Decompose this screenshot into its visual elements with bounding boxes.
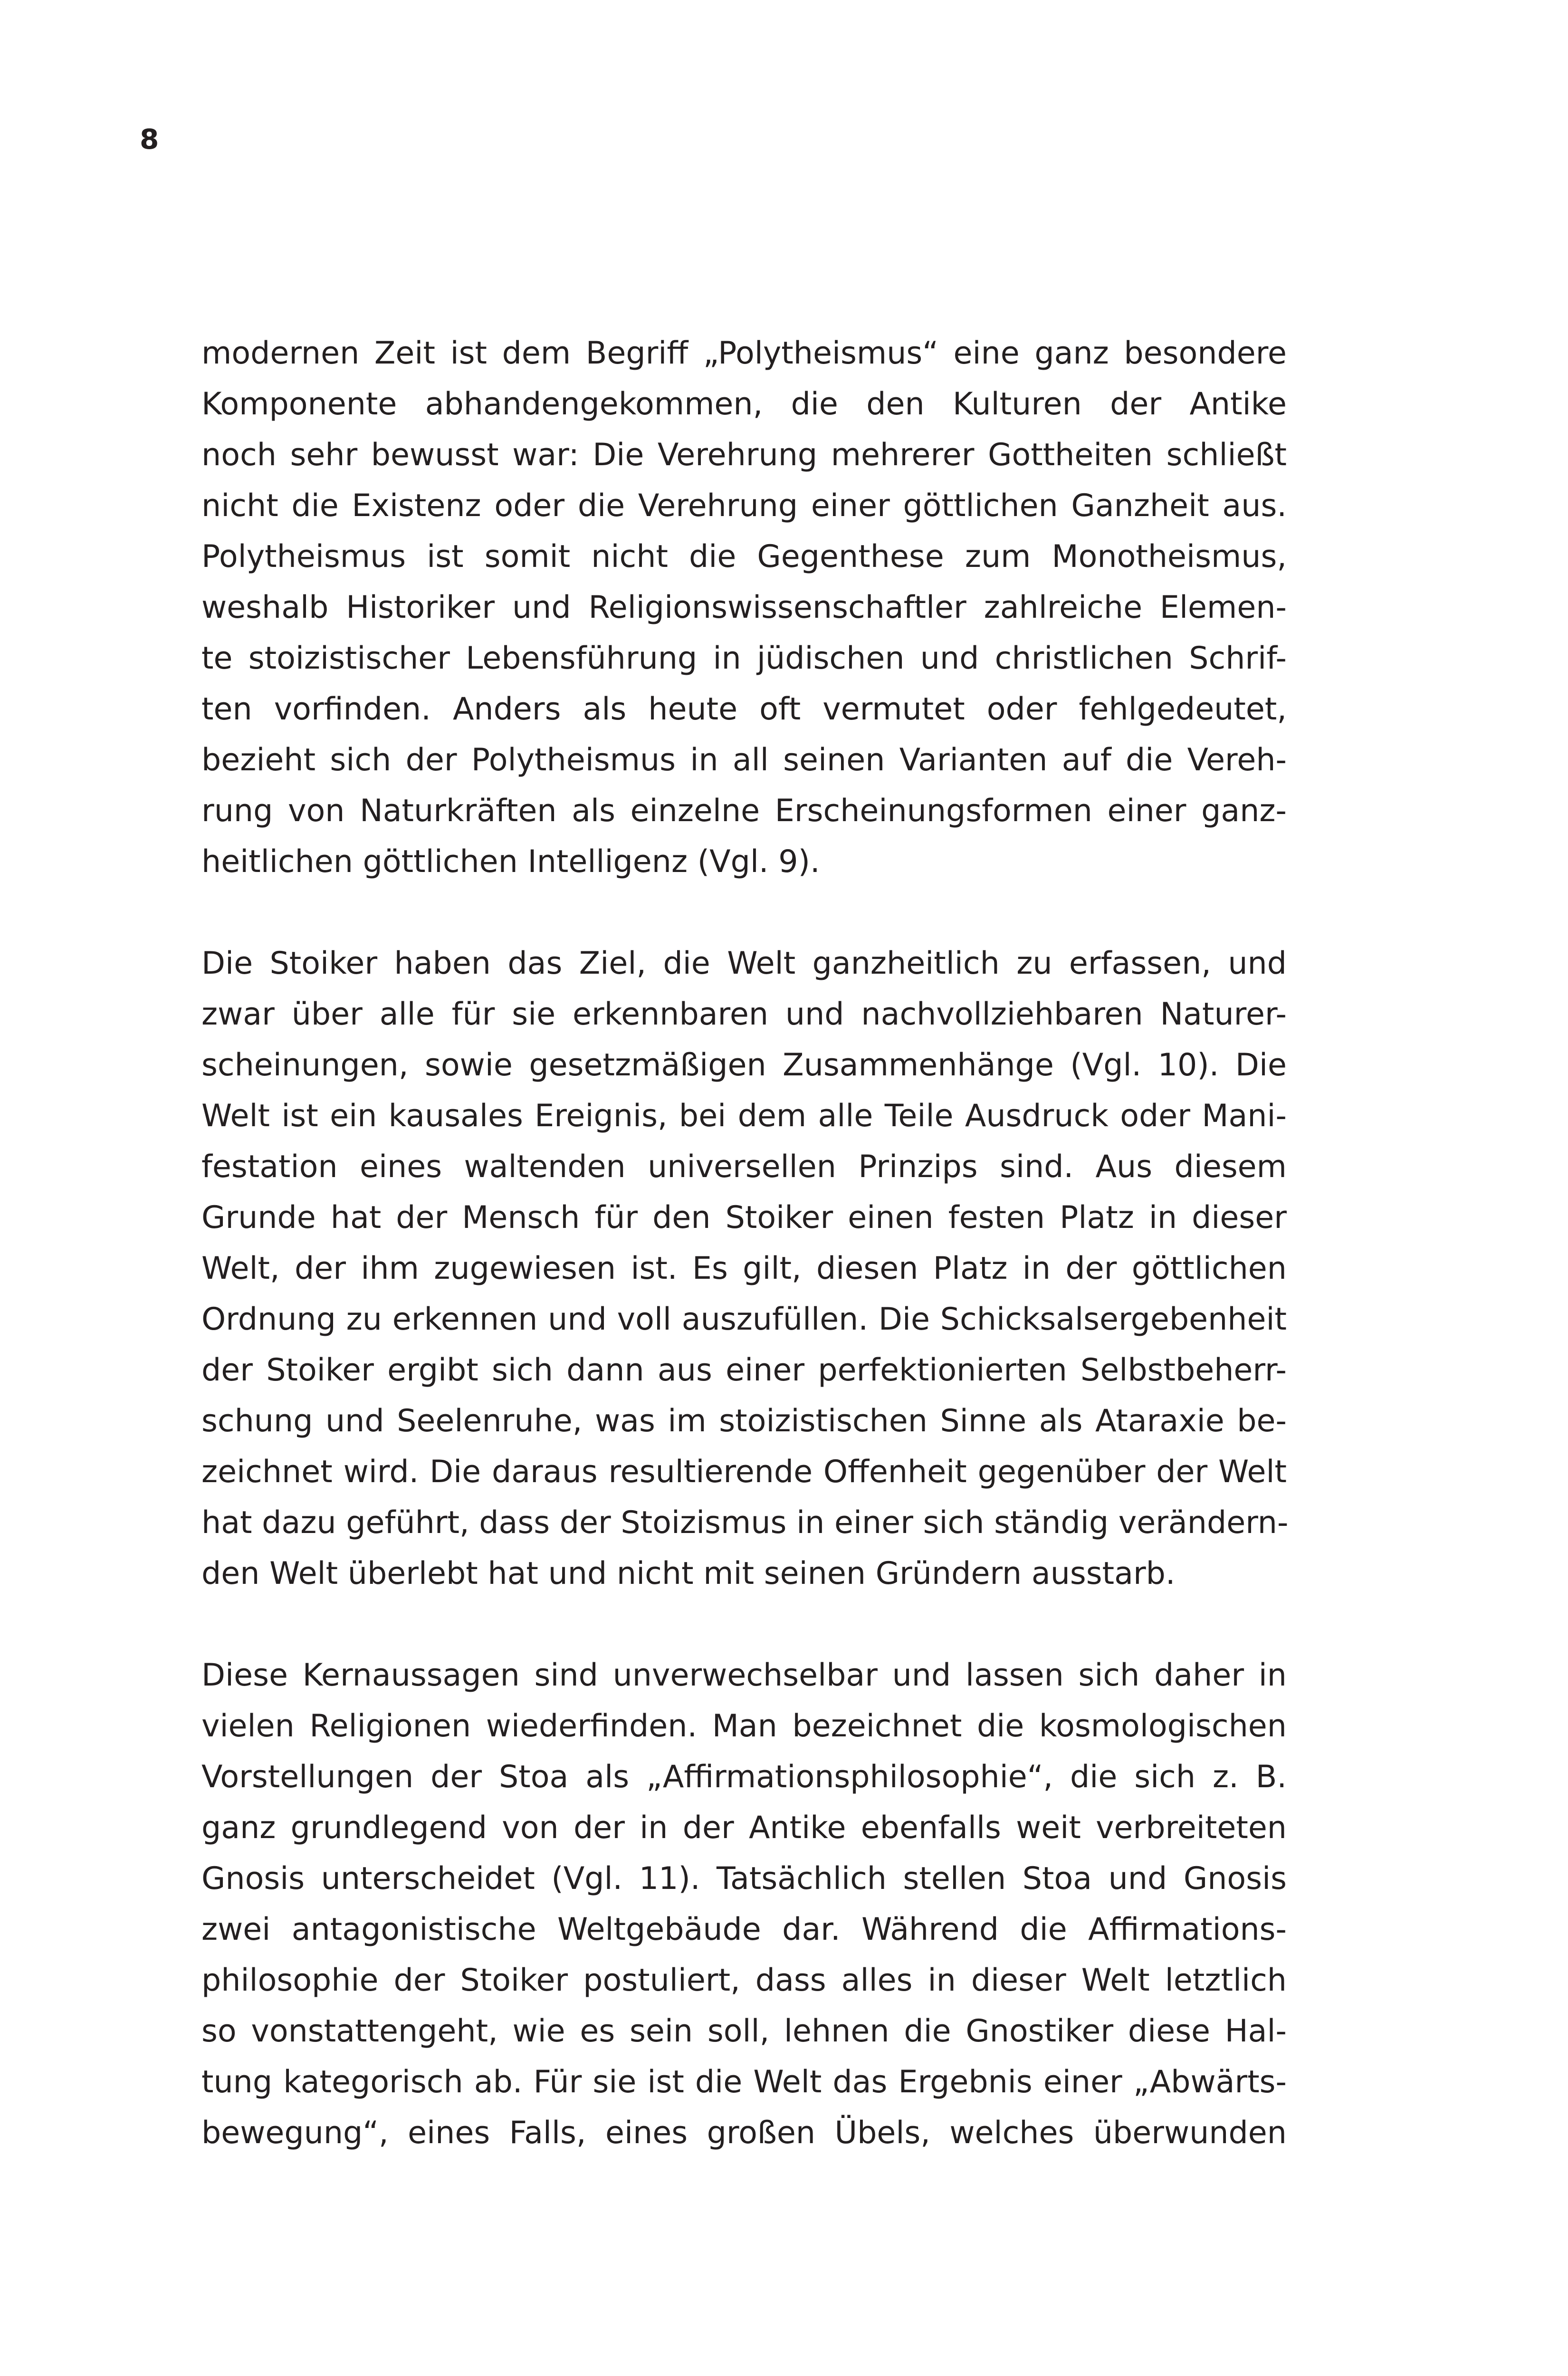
text-line: ten vorfinden. Anders als heute oft vermutet oder fehlgedeutet,	[201, 691, 1287, 727]
text-line: bewegung“, eines Falls, eines großen Übels, welches überwunden	[201, 2115, 1287, 2151]
text-line: zwei antagonistische Weltgebäude dar. Während die Affirmations-	[201, 1912, 1287, 1947]
text-line: Welt ist ein kausales Ereignis, bei dem alle Teile Ausdruck oder Mani-	[201, 1098, 1287, 1134]
text-line: heitlichen göttlichen Intelligenz (Vgl. 9).	[201, 844, 820, 880]
text-line: rung von Naturkräften als einzelne Erscheinungsformen einer ganz-	[201, 793, 1287, 829]
text-line: schung und Seelenruhe, was im stoizistischen Sinne als Ataraxie be-	[201, 1403, 1287, 1439]
text-line: Gnosis unterscheidet (Vgl. 11). Tatsächlich stellen Stoa und Gnosis	[201, 1861, 1287, 1897]
text-line: te stoizistischer Lebensführung in jüdischen und christlichen Schrif-	[201, 641, 1287, 676]
text-line: weshalb Historiker und Religionswissenschaftler zahlreiche Elemen-	[201, 590, 1287, 625]
text-line: Diese Kernaussagen sind unverwechselbar und lassen sich daher in	[201, 1657, 1287, 1693]
text-line: philosophie der Stoiker postuliert, dass alles in dieser Welt letztlich	[201, 1963, 1287, 1998]
paragraph	[201, 328, 1287, 887]
text-line: tung kategorisch ab. Für sie ist die Welt das Ergebnis einer „Abwärts-	[201, 2064, 1287, 2100]
paragraph	[201, 938, 1287, 1599]
text-line: Komponente abhandengekommen, die den Kulturen der Antike	[201, 386, 1287, 422]
text-line: zeichnet wird. Die daraus resultierende Offenheit gegenüber der Welt	[201, 1454, 1287, 1490]
text-line: Vorstellungen der Stoa als „Affirmationsphilosophie“, die sich z. B.	[201, 1759, 1287, 1795]
text-line: scheinungen, sowie gesetzmäßigen Zusammenhänge (Vgl. 10). Die	[201, 1047, 1287, 1083]
text-line: ganz grundlegend von der in der Antike ebenfalls weit verbreiteten	[201, 1810, 1287, 1846]
text-line: hat dazu geführt, dass der Stoizismus in einer sich ständig verändern-	[201, 1505, 1289, 1541]
text-line: noch sehr bewusst war: Die Verehrung mehrerer Gottheiten schließt	[201, 437, 1287, 473]
text-line: Ordnung zu erkennen und voll auszufüllen. Die Schicksalsergebenheit	[201, 1302, 1287, 1337]
text-line: zwar über alle für sie erkennbaren und nachvollziehbaren Naturer-	[201, 996, 1287, 1032]
text-line: modernen Zeit ist dem Begriff „Polytheismus“ eine ganz besondere	[201, 335, 1287, 371]
paragraph	[201, 1650, 1287, 2158]
text-line: so vonstattengeht, wie es sein soll, lehnen die Gnostiker diese Hal-	[201, 2013, 1287, 2049]
page-number: 8	[140, 123, 159, 155]
text-line: festation eines waltenden universellen Prinzips sind. Aus diesem	[201, 1149, 1287, 1185]
text-line: Polytheismus ist somit nicht die Gegenthese zum Monotheismus,	[201, 539, 1287, 575]
text-line: Die Stoiker haben das Ziel, die Welt ganzheitlich zu erfassen, und	[201, 946, 1287, 981]
text-line: der Stoiker ergibt sich dann aus einer perfektionierten Selbstbeherr-	[201, 1352, 1287, 1388]
body-text	[201, 328, 1287, 2209]
text-line: den Welt überlebt hat und nicht mit seinen Gründern ausstarb.	[201, 1556, 1176, 1591]
text-line: Grunde hat der Mensch für den Stoiker einen festen Platz in dieser	[201, 1200, 1287, 1236]
text-line: Welt, der ihm zugewiesen ist. Es gilt, diesen Platz in der göttlichen	[201, 1251, 1287, 1286]
text-line: bezieht sich der Polytheismus in all seinen Varianten auf die Vereh-	[201, 742, 1287, 778]
text-line: nicht die Existenz oder die Verehrung einer göttlichen Ganzheit aus.	[201, 488, 1287, 524]
text-line: vielen Religionen wiederfinden. Man bezeichnet die kosmologischen	[201, 1708, 1287, 1744]
